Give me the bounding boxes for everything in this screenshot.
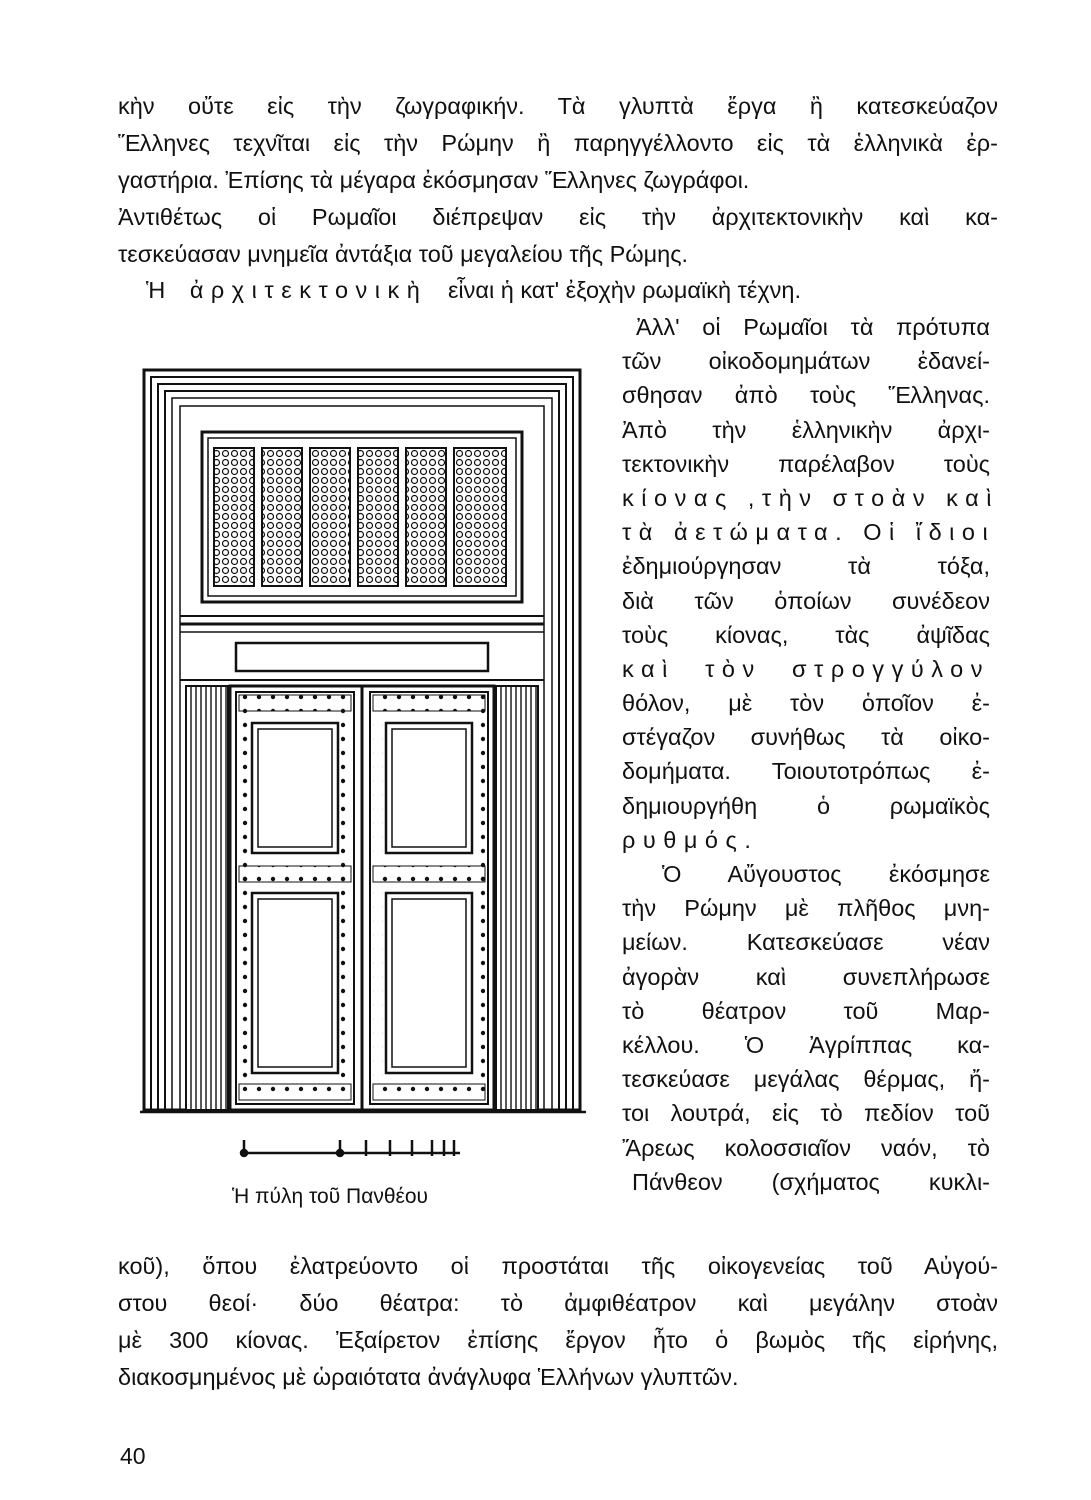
- column-line: κίονας ,τὴν στοὰν καὶ: [622, 484, 999, 511]
- column-line: τοὺς κίονας, τὰς ἀψῖδας: [622, 621, 990, 648]
- column-line: ἐδημιούργησαν τὰ τόξα,: [622, 553, 990, 580]
- column-line: δημιουργήθη ὁ ρωμαϊκὸς: [622, 792, 990, 819]
- text-line-4: Ἀντιθέτως οἱ Ρωμαῖοι διέπρεψαν εἰς τὴν ἀρχιτεκτονικὴν καὶ κα-: [118, 204, 998, 230]
- pantheon-door-illustration: [140, 368, 590, 1158]
- column-line: τὰ ἀετώματα. Οἱ ἴδιοι: [622, 519, 996, 546]
- column-line: διὰ τῶν ὁποίων συνέδεον: [622, 587, 990, 614]
- column-line: μείων. Κατεσκεύασε νέαν: [622, 929, 990, 956]
- text-line-bottom-1: κοῦ), ὅπου ἐλατρεύοντο οἱ προστάται τῆς οἰκογενείας τοῦ Αὐγού-: [118, 1253, 998, 1279]
- column-line: τῶν οἰκοδομημάτων ἐδανεί-: [622, 348, 990, 375]
- column-line: καὶ τὸν στρογγύλον: [622, 655, 990, 682]
- architecture-line: [146, 274, 998, 306]
- text-line-5: τεσκεύασαν μνημεῖα ἀντάξια τοῦ μεγαλείου τῆς Ρώμης.: [118, 241, 689, 267]
- column-line: δομήματα. Τοιουτοτρόπως ἐ-: [622, 758, 990, 785]
- column-line: Ὁ Αὔγουστος ἐκόσμησε: [662, 861, 990, 887]
- architecture-part-1: Ἡ: [146, 277, 166, 303]
- column-line: Ἄρεως κολοσσιαῖον ναόν, τὸ: [622, 1134, 990, 1161]
- column-line: τεκτονικὴν παρέλαβον τοὺς: [622, 450, 990, 477]
- column-line: στέγαζον συνήθως τὰ οἰκο-: [622, 724, 990, 751]
- page-number: 40: [120, 1443, 146, 1469]
- architecture-part-3: εἶναι ἡ κατ' ἐξοχὴν ρωμαϊκὴ τέχνη.: [447, 277, 802, 303]
- figure-caption: Ἡ πύλη τοῦ Πανθέου: [232, 1185, 429, 1208]
- column-line: Πάνθεον (σχήματος κυκλι-: [632, 1168, 990, 1195]
- column-line: θόλον, μὲ τὸν ὁποῖον ἐ-: [622, 690, 990, 717]
- column-line: τὴν Ρώμην μὲ πλῆθος μνη-: [622, 895, 990, 922]
- column-line: ρυθμός.: [622, 826, 759, 853]
- text-line-bottom-2: στου θεοί· δύο θέατρα: τὸ ἀμφιθέατρον καὶ μεγάλην στοὰν: [118, 1290, 998, 1316]
- column-line: τοι λουτρά, εἰς τὸ πεδίον τοῦ: [622, 1100, 990, 1127]
- column-line: τεσκεύασε μεγάλας θέρμας, ἤ-: [622, 1066, 990, 1093]
- column-line: σθησαν ἀπὸ τοὺς Ἕλληνας.: [622, 382, 990, 409]
- door-engraving: [140, 368, 590, 1158]
- right-column: [622, 310, 999, 1199]
- column-line: τὸ θέατρον τοῦ Μαρ-: [622, 997, 990, 1024]
- architecture-emphasis: ἀρχιτεκτονικὴ: [189, 277, 428, 303]
- column-line: Ἀπὸ τὴν ἑλληνικὴν ἀρχι-: [622, 416, 990, 443]
- text-line-bottom-4: διακοσμημένος μὲ ὡραιότατα ἀνάγλυφα Ἑλλήνων γλυπτῶν.: [118, 1364, 739, 1390]
- column-line: κέλλου. Ὁ Ἀγρίππας κα-: [622, 1031, 990, 1058]
- column-line: Ἀλλ' οἱ Ρωμαῖοι τὰ πρότυπα: [636, 314, 990, 340]
- text-line-3: γαστήρια. Ἐπίσης τὰ μέγαρα ἐκόσμησαν Ἕλληνες ζωγράφοι.: [118, 167, 750, 193]
- text-line-1: κὴν οὔτε εἰς τὴν ζωγραφικήν. Τὰ γλυπτὰ ἔργα ἢ κατεσκεύαζον: [118, 93, 998, 119]
- text-line-2: Ἕλληνες τεχνῖται εἰς τὴν Ρώμην ἢ παρηγγέλλοντο εἰς τὰ ἑλληνικὰ ἐρ-: [118, 130, 998, 156]
- column-line: ἀγορὰν καὶ συνεπλήρωσε: [622, 963, 990, 990]
- text-line-bottom-3: μὲ 300 κίονας. Ἐξαίρετον ἐπίσης ἔργον ἦτο ὁ βωμὸς τῆς εἰρήνης,: [118, 1327, 998, 1353]
